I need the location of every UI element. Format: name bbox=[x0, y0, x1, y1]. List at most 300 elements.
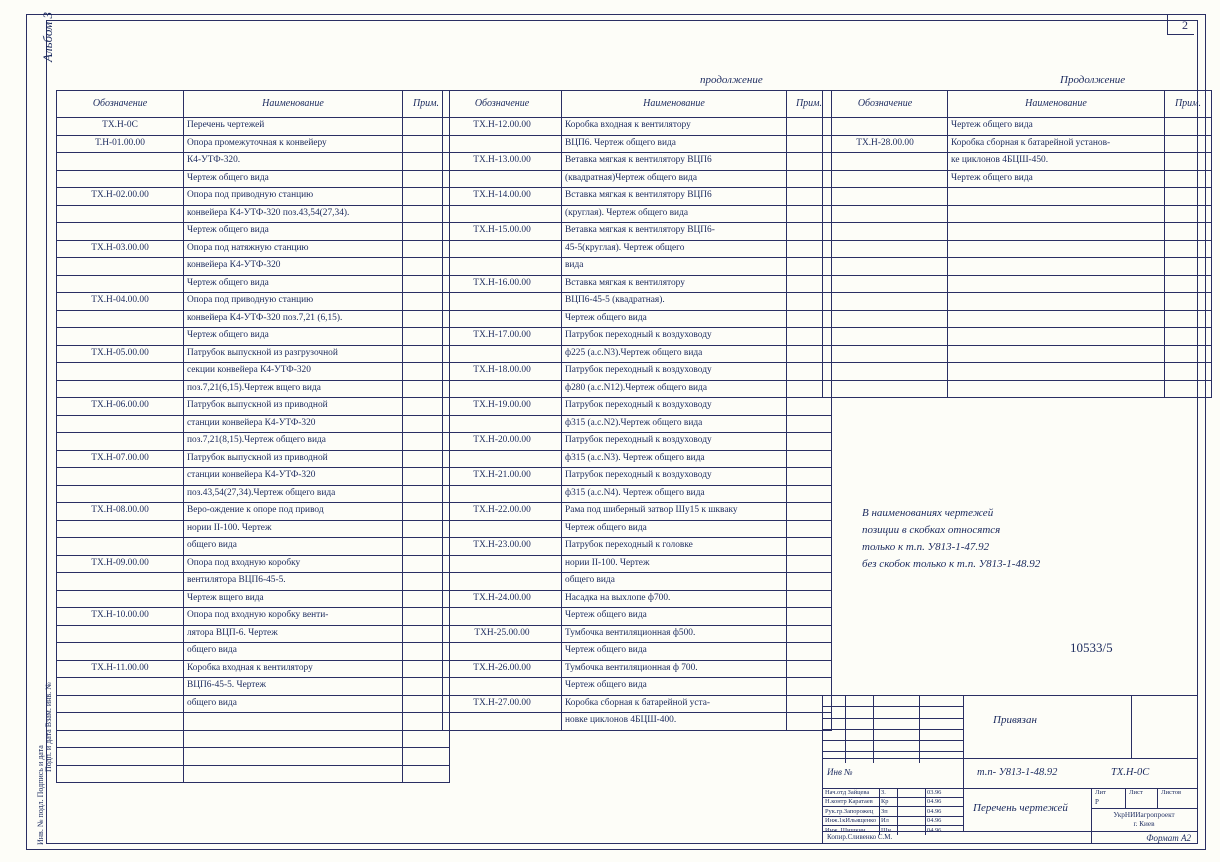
kopir-label: Копир.Сливенко С.М. bbox=[827, 833, 893, 841]
org-name: УкрНИИагропроект bbox=[1113, 811, 1175, 819]
cell-designation: ТХ.Н-12.00.00 bbox=[443, 118, 562, 136]
signatures-block bbox=[823, 788, 964, 834]
cell-designation bbox=[57, 415, 184, 433]
cell-name: Чертеж общего вида bbox=[562, 678, 787, 696]
cell-designation: ТХ.Н-03.00.00 bbox=[57, 240, 184, 258]
cell-name: Опора под входную коробку bbox=[184, 555, 403, 573]
table-row bbox=[57, 468, 450, 486]
th-designation: Обозначение bbox=[823, 91, 948, 118]
cell-name: Патрубок переходный к воздуховоду bbox=[562, 398, 787, 416]
cell-designation bbox=[57, 625, 184, 643]
privyazan-field bbox=[963, 696, 1197, 759]
table-row bbox=[443, 205, 832, 223]
cell-designation bbox=[443, 485, 562, 503]
cell-name: лятора ВЦП-6. Чертеж bbox=[184, 625, 403, 643]
cell-designation bbox=[443, 380, 562, 398]
cell-name: вида bbox=[562, 258, 787, 276]
cell-note bbox=[787, 643, 832, 661]
table-row bbox=[443, 363, 832, 381]
cell-note bbox=[1165, 118, 1212, 136]
table-row bbox=[57, 730, 450, 748]
cell-note bbox=[787, 503, 832, 521]
table-row bbox=[443, 293, 832, 311]
cell-designation: ТХ.Н-0С bbox=[57, 118, 184, 136]
table-row bbox=[443, 258, 832, 276]
cell-note bbox=[787, 660, 832, 678]
cell-designation bbox=[57, 468, 184, 486]
spec-table-1 bbox=[56, 90, 450, 783]
cell-name bbox=[948, 188, 1165, 206]
cell-name: Опора под натяжную станцию bbox=[184, 240, 403, 258]
table-row bbox=[57, 538, 450, 556]
signer-date: 04.96 bbox=[927, 826, 942, 834]
inv-field bbox=[823, 758, 964, 789]
table-row bbox=[57, 433, 450, 451]
cell-designation bbox=[57, 695, 184, 713]
cell-designation bbox=[823, 310, 948, 328]
table-row bbox=[443, 433, 832, 451]
cell-designation bbox=[443, 310, 562, 328]
table-row bbox=[443, 590, 832, 608]
th-note: Прим. bbox=[403, 91, 450, 118]
table-row bbox=[57, 293, 450, 311]
cell-designation bbox=[57, 538, 184, 556]
tp-field bbox=[963, 758, 1197, 789]
cell-name: Чертеж общего вида bbox=[562, 608, 787, 626]
cell-designation bbox=[823, 240, 948, 258]
cell-name: Чертеж общего вида bbox=[562, 643, 787, 661]
table-row bbox=[823, 293, 1212, 311]
table-row bbox=[57, 590, 450, 608]
cell-designation bbox=[823, 258, 948, 276]
cell-note bbox=[787, 573, 832, 591]
lit-header-3: Листов bbox=[1161, 789, 1182, 796]
table-row bbox=[443, 398, 832, 416]
cell-designation bbox=[443, 345, 562, 363]
cell-name: конвейера К4-УТФ-320 поз.7,21 (6,15). bbox=[184, 310, 403, 328]
table-row bbox=[443, 345, 832, 363]
left-stamp-podpis: Инв. № подл. Подпись и дата bbox=[36, 745, 45, 845]
cell-name bbox=[948, 223, 1165, 241]
cell-note bbox=[1165, 223, 1212, 241]
lit-values: Р bbox=[1095, 798, 1099, 806]
table-row bbox=[823, 205, 1212, 223]
cell-designation bbox=[443, 573, 562, 591]
cell-designation: ТХ.Н-16.00.00 bbox=[443, 275, 562, 293]
cell-note bbox=[1165, 205, 1212, 223]
cell-designation: ТХ.Н-20.00.00 bbox=[443, 433, 562, 451]
table-row bbox=[823, 170, 1212, 188]
cell-name: Чертеж общего вида bbox=[562, 520, 787, 538]
table-row bbox=[57, 713, 450, 731]
table-row bbox=[443, 275, 832, 293]
cell-name bbox=[948, 345, 1165, 363]
table-row bbox=[823, 240, 1212, 258]
spec-table-2 bbox=[442, 90, 832, 731]
table-row bbox=[443, 328, 832, 346]
cell-name: Вставка мягкая к вентилятору ВЦП6 bbox=[562, 188, 787, 206]
cell-name: Рама под шиберный затвор Шу15 к шкваку bbox=[562, 503, 787, 521]
cell-note bbox=[787, 415, 832, 433]
revision-row bbox=[823, 719, 963, 730]
cell-name: К4-УТФ-320. bbox=[184, 153, 403, 171]
cell-name: Патрубок переходный к воздуховоду bbox=[562, 468, 787, 486]
cell-note bbox=[787, 485, 832, 503]
table-row bbox=[443, 538, 832, 556]
table-row bbox=[57, 363, 450, 381]
cell-name bbox=[948, 380, 1165, 398]
signature-row bbox=[823, 788, 963, 798]
lit-header-1: Лит bbox=[1095, 789, 1106, 796]
cell-name: Опора промежуточная к конвейеру bbox=[184, 135, 403, 153]
signer-date: 04.96 bbox=[927, 798, 942, 806]
cell-note bbox=[1165, 328, 1212, 346]
cell-name: ф315 (а.с.N4). Чертеж общего вида bbox=[562, 485, 787, 503]
cell-name bbox=[948, 363, 1165, 381]
table-row bbox=[443, 503, 832, 521]
cell-name: ке циклонов 4БЦШ-450. bbox=[948, 153, 1165, 171]
table-row bbox=[443, 573, 832, 591]
cell-designation bbox=[57, 380, 184, 398]
cell-note bbox=[787, 433, 832, 451]
signer-role: Инж.1кИльященко bbox=[825, 817, 877, 825]
cell-name: ВЦП6-45-5. Чертеж bbox=[184, 678, 403, 696]
cell-name: Тумбочка вентиляционная ф 700. bbox=[562, 660, 787, 678]
cell-note bbox=[403, 730, 450, 748]
cell-name bbox=[948, 258, 1165, 276]
document-code: 10533/5 bbox=[1070, 640, 1113, 655]
cell-name bbox=[948, 275, 1165, 293]
cell-designation: ТХ.Н-08.00.00 bbox=[57, 503, 184, 521]
table-row bbox=[443, 468, 832, 486]
cell-name: Чертеж общего вида bbox=[184, 328, 403, 346]
org-city: г. Киев bbox=[1133, 820, 1155, 828]
table-row bbox=[57, 380, 450, 398]
table-row bbox=[57, 135, 450, 153]
cell-name: поз.7,21(6,15).Чертеж вщего вида bbox=[184, 380, 403, 398]
cell-designation bbox=[57, 310, 184, 328]
table-row bbox=[57, 678, 450, 696]
cell-name: Патрубок переходный к воздуховоду bbox=[562, 363, 787, 381]
signer-role: Н.контр Каратаев bbox=[825, 798, 873, 806]
table-row bbox=[443, 695, 832, 713]
cell-name: станции конвейера К4-УТФ-320 bbox=[184, 415, 403, 433]
cell-designation bbox=[57, 275, 184, 293]
cell-note bbox=[787, 625, 832, 643]
cell-note bbox=[403, 748, 450, 766]
th-note: Прим. bbox=[787, 91, 832, 118]
cell-designation bbox=[443, 240, 562, 258]
th-name: Наименование bbox=[562, 91, 787, 118]
signer-sign: Кр bbox=[881, 798, 889, 806]
cell-designation bbox=[443, 205, 562, 223]
signer-role: Нач.отд Зайцева bbox=[825, 788, 870, 796]
cell-name: Тумбочка вентиляционная ф500. bbox=[562, 625, 787, 643]
cell-name: Опора под приводную станцию bbox=[184, 293, 403, 311]
cell-name: Чертеж общего вида bbox=[948, 118, 1165, 136]
table-row bbox=[443, 118, 832, 136]
inv-label: Инв № bbox=[827, 767, 853, 777]
cell-designation bbox=[823, 363, 948, 381]
cell-designation: ТХ.Н-11.00.00 bbox=[57, 660, 184, 678]
table-row bbox=[57, 223, 450, 241]
cell-designation bbox=[823, 188, 948, 206]
cell-note bbox=[1165, 345, 1212, 363]
cell-note bbox=[787, 520, 832, 538]
table-row bbox=[443, 240, 832, 258]
cell-name: общего вида bbox=[184, 538, 403, 556]
cell-name: Патрубок переходный к головке bbox=[562, 538, 787, 556]
cell-designation: ТХ.Н-13.00.00 bbox=[443, 153, 562, 171]
revision-grid bbox=[823, 696, 964, 759]
cell-name: ВЦП6. Чертеж общего вида bbox=[562, 135, 787, 153]
cell-designation bbox=[823, 275, 948, 293]
spec-table-3 bbox=[822, 90, 1212, 398]
cell-name: ф315 (а.с.N2).Чертеж общего вида bbox=[562, 415, 787, 433]
cell-note bbox=[1165, 293, 1212, 311]
cell-name: нории II-100. Чертеж bbox=[562, 555, 787, 573]
cell-designation bbox=[823, 328, 948, 346]
cell-name: общего вида bbox=[184, 643, 403, 661]
cell-name: Чертеж общего вида bbox=[948, 170, 1165, 188]
cell-designation bbox=[57, 765, 184, 783]
cell-name: общего вида bbox=[184, 695, 403, 713]
spec-table-1-body bbox=[57, 118, 450, 783]
cell-name: Перечень чертежей bbox=[184, 118, 403, 136]
table-row bbox=[443, 555, 832, 573]
table-row bbox=[823, 188, 1212, 206]
page-number: 2 bbox=[1182, 18, 1188, 32]
table-row bbox=[823, 345, 1212, 363]
cell-designation bbox=[823, 118, 948, 136]
th-note: Прим. bbox=[1165, 91, 1212, 118]
cell-designation bbox=[443, 450, 562, 468]
cell-name: Ветавка мягкая к вентилятору ВЦП6- bbox=[562, 223, 787, 241]
cell-name: Коробка сборная к батарейной установ- bbox=[948, 135, 1165, 153]
note-line-2: позиции в скобках относятся bbox=[862, 524, 1001, 537]
cell-designation bbox=[823, 223, 948, 241]
cell-designation bbox=[823, 293, 948, 311]
table-row bbox=[823, 310, 1212, 328]
cell-designation bbox=[443, 415, 562, 433]
cell-name: Коробка входная к вентилятору bbox=[184, 660, 403, 678]
table-row bbox=[823, 153, 1212, 171]
table-row bbox=[57, 310, 450, 328]
page-number-box bbox=[1167, 14, 1194, 35]
cell-name: Чертеж общего вида bbox=[184, 275, 403, 293]
table-row bbox=[443, 485, 832, 503]
signer-sign: Шн bbox=[881, 826, 891, 834]
table-row bbox=[443, 608, 832, 626]
cell-designation bbox=[57, 223, 184, 241]
revision-row bbox=[823, 730, 963, 741]
table-row bbox=[443, 678, 832, 696]
table-row bbox=[57, 275, 450, 293]
cell-designation bbox=[443, 520, 562, 538]
lit-sheet-field bbox=[1091, 788, 1197, 809]
cell-name: поз.43,54(27,34).Чертеж общего вида bbox=[184, 485, 403, 503]
cell-designation: ТХ.Н-17.00.00 bbox=[443, 328, 562, 346]
cell-name: Веро-ождение к опоре под привод bbox=[184, 503, 403, 521]
cell-designation: ТХ.Н-14.00.00 bbox=[443, 188, 562, 206]
table-row bbox=[57, 398, 450, 416]
cell-designation: ТХ.Н-05.00.00 bbox=[57, 345, 184, 363]
signer-sign: Зп bbox=[881, 807, 888, 815]
table-row bbox=[57, 573, 450, 591]
table-row bbox=[443, 135, 832, 153]
cell-name: ВЦП6-45-5 (квадратная). bbox=[562, 293, 787, 311]
table-row bbox=[823, 135, 1212, 153]
table-row bbox=[57, 748, 450, 766]
cell-designation: ТХ.Н-15.00.00 bbox=[443, 223, 562, 241]
table-row bbox=[57, 643, 450, 661]
table-row bbox=[823, 328, 1212, 346]
cell-name: Вставка мягкая к вентилятору bbox=[562, 275, 787, 293]
table-row bbox=[823, 258, 1212, 276]
table-row bbox=[57, 328, 450, 346]
cell-note bbox=[787, 555, 832, 573]
cell-name bbox=[948, 205, 1165, 223]
cell-name: Чертеж общего вида bbox=[562, 310, 787, 328]
table-row bbox=[443, 223, 832, 241]
cell-designation bbox=[57, 363, 184, 381]
cell-name: общего вида bbox=[562, 573, 787, 591]
table-row bbox=[57, 415, 450, 433]
table-row bbox=[823, 275, 1212, 293]
cell-note bbox=[1165, 135, 1212, 153]
cell-designation bbox=[57, 520, 184, 538]
revision-row bbox=[823, 741, 963, 752]
note-block bbox=[862, 505, 1182, 573]
table-row bbox=[57, 520, 450, 538]
cell-designation bbox=[823, 345, 948, 363]
cell-note bbox=[787, 608, 832, 626]
cell-designation bbox=[57, 713, 184, 731]
cell-designation bbox=[57, 678, 184, 696]
cell-note bbox=[1165, 170, 1212, 188]
cell-designation bbox=[57, 433, 184, 451]
cell-note bbox=[787, 678, 832, 696]
cell-name: конвейера К4-УТФ-320 bbox=[184, 258, 403, 276]
cell-name bbox=[948, 240, 1165, 258]
cell-name: (квадратная)Чертеж общего вида bbox=[562, 170, 787, 188]
cell-name: Чертеж общего вида bbox=[184, 170, 403, 188]
table-row bbox=[443, 625, 832, 643]
cell-designation: ТХ.Н-18.00.00 bbox=[443, 363, 562, 381]
cell-note bbox=[1165, 153, 1212, 171]
cell-designation bbox=[57, 590, 184, 608]
cell-name: поз.7,21(8,15).Чертеж общего вида bbox=[184, 433, 403, 451]
cell-designation: ТХ.Н-27.00.00 bbox=[443, 695, 562, 713]
cell-note bbox=[1165, 188, 1212, 206]
cell-designation bbox=[823, 205, 948, 223]
cell-name: Патрубок выпускной из приводной bbox=[184, 450, 403, 468]
cell-name bbox=[948, 328, 1165, 346]
cell-designation: Т.Н-01.00.00 bbox=[57, 135, 184, 153]
format-label: Формат А2 bbox=[1146, 833, 1191, 843]
cell-name bbox=[948, 293, 1165, 311]
cell-note bbox=[787, 538, 832, 556]
cell-name: станции конвейера К4-УТФ-320 bbox=[184, 468, 403, 486]
cell-note bbox=[1165, 240, 1212, 258]
cell-designation bbox=[57, 485, 184, 503]
organization-field bbox=[1091, 808, 1197, 831]
table-row bbox=[57, 258, 450, 276]
cell-name: ф315 (а.с.N3). Чертеж общего вида bbox=[562, 450, 787, 468]
continuation-label-middle: продолжение bbox=[700, 74, 763, 86]
table-row bbox=[57, 153, 450, 171]
cell-designation bbox=[443, 293, 562, 311]
cell-name: Опора под входную коробку венти- bbox=[184, 608, 403, 626]
cell-note bbox=[1165, 258, 1212, 276]
cell-name: ф225 (а.с.N3).Чертеж общего вида bbox=[562, 345, 787, 363]
cell-designation: ТХ.Н-02.00.00 bbox=[57, 188, 184, 206]
table-row bbox=[57, 660, 450, 678]
cell-note bbox=[1165, 275, 1212, 293]
th-designation: Обозначение bbox=[57, 91, 184, 118]
continuation-label-right: Продолжение bbox=[1060, 74, 1126, 86]
cell-note bbox=[403, 765, 450, 783]
cell-designation bbox=[57, 153, 184, 171]
cell-designation bbox=[57, 258, 184, 276]
spec-table-3-body bbox=[823, 118, 1212, 398]
cell-designation: ТХ.Н-23.00.00 bbox=[443, 538, 562, 556]
signature-row bbox=[823, 798, 963, 808]
cell-designation bbox=[57, 205, 184, 223]
tp-code: ТХ.Н-0С bbox=[1111, 767, 1150, 778]
table-row bbox=[57, 608, 450, 626]
cell-name: Коробка сборная к батарейной уста- bbox=[562, 695, 787, 713]
cell-name bbox=[184, 748, 403, 766]
signer-sign: З. bbox=[881, 788, 886, 796]
signature-row bbox=[823, 807, 963, 817]
table-row bbox=[443, 450, 832, 468]
table-row bbox=[823, 118, 1212, 136]
cell-designation: ТХ.Н-24.00.00 bbox=[443, 590, 562, 608]
cell-name bbox=[184, 713, 403, 731]
table-row bbox=[443, 170, 832, 188]
cell-designation: ТХ.Н-07.00.00 bbox=[57, 450, 184, 468]
table-row bbox=[57, 450, 450, 468]
signer-date: 03.96 bbox=[927, 788, 942, 796]
table-row bbox=[443, 153, 832, 171]
table-row bbox=[57, 503, 450, 521]
th-name: Наименование bbox=[948, 91, 1165, 118]
cell-name: Патрубок переходный к воздуховоду bbox=[562, 433, 787, 451]
lit-header-2: Лист bbox=[1129, 789, 1143, 796]
cell-designation bbox=[443, 713, 562, 731]
cell-note bbox=[787, 468, 832, 486]
table-row bbox=[57, 345, 450, 363]
cell-name: новке циклонов 4БЦШ-400. bbox=[562, 713, 787, 731]
table-row bbox=[57, 205, 450, 223]
cell-designation bbox=[57, 170, 184, 188]
cell-name bbox=[184, 765, 403, 783]
cell-note bbox=[787, 590, 832, 608]
th-name: Наименование bbox=[184, 91, 403, 118]
cell-designation: ТХ.Н-06.00.00 bbox=[57, 398, 184, 416]
cell-name: Патрубок выпускной из разгрузочной bbox=[184, 345, 403, 363]
cell-name: (круглая). Чертеж общего вида bbox=[562, 205, 787, 223]
doc-title-field bbox=[963, 788, 1092, 831]
tp-number: т.п- У813-1-48.92 bbox=[977, 767, 1058, 778]
cell-designation: ТХ.Н-04.00.00 bbox=[57, 293, 184, 311]
table-row bbox=[443, 643, 832, 661]
cell-note bbox=[787, 398, 832, 416]
cell-designation bbox=[443, 678, 562, 696]
signature-row bbox=[823, 817, 963, 827]
table-row bbox=[823, 223, 1212, 241]
